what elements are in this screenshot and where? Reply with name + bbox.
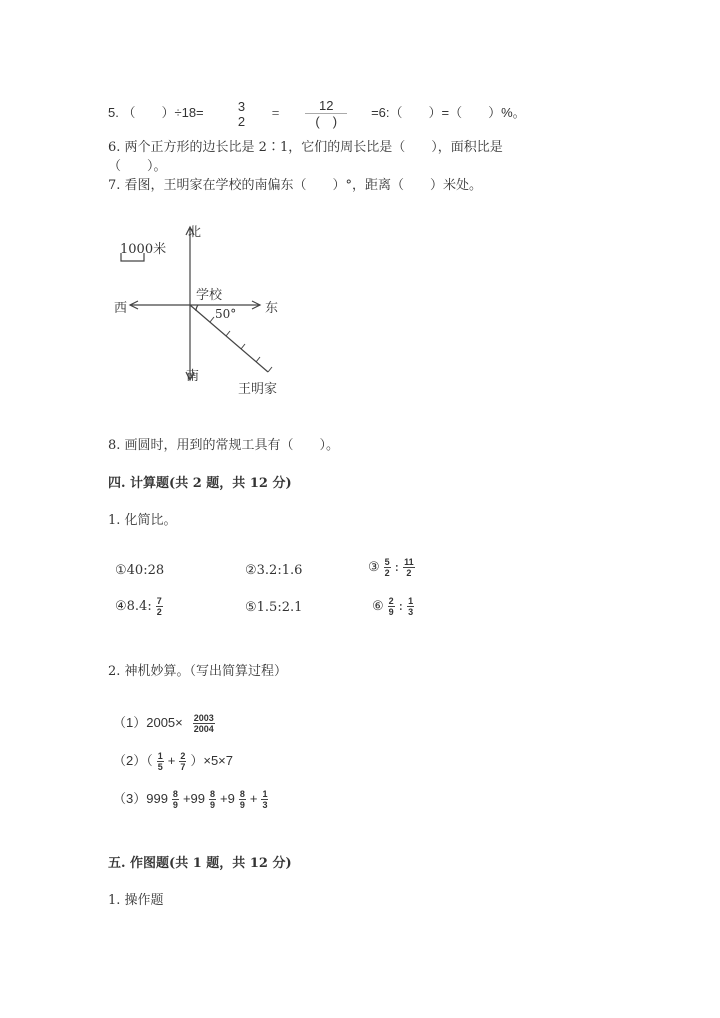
numerator: 1 [262,789,268,800]
fraction [384,557,391,578]
problem-tail: ）×5×7 [190,753,234,768]
ratio-item-2: ②3.2:1.6 [245,563,303,578]
numerator: 3 [237,98,246,114]
denominator: 9 [239,800,245,811]
colon: : [398,599,404,614]
fraction [407,596,414,617]
term: +99 [182,791,205,806]
school-label: 学校 [196,288,223,303]
fraction [305,98,347,129]
item-text: ④8.4: [115,599,152,614]
s5-q1-title: 1. 操作题 [108,893,164,908]
fraction [193,713,215,734]
numerator: 2 [180,751,186,762]
s4-q2-title: 2. 神机妙算。（写出简算过程） [108,664,288,679]
scale-label: 1000米 [120,242,167,257]
item-number: ③ [368,560,380,575]
fraction [403,557,415,578]
denominator: 9 [172,800,178,811]
denominator: 2 [156,607,162,617]
question-8: 8. 画圆时，用到的常规工具有（ ）。 [108,438,340,453]
numerator: 11 [404,557,414,567]
fraction [237,99,246,129]
west-label: 西 [114,301,128,316]
north-label: 北 [188,225,202,240]
q5-text-b: =6:（ ）=（ ）%。 [371,104,526,120]
fraction [239,789,246,810]
ratio-item-1: ①40:28 [115,563,165,578]
denominator: 2 [384,568,390,578]
question-7: 7. 看图，王明家在学校的南偏东（ ）°，距离（ ）米处。 [108,178,483,193]
denominator: ( ) [315,114,338,129]
east-label: 东 [265,301,279,316]
fraction [209,789,216,810]
problem-text: （1）2005× [113,715,183,730]
equals: = [271,104,280,120]
numerator: 7 [156,596,162,606]
numerator: 1 [408,596,414,606]
numerator: 2003 [193,713,214,724]
problem-3 [113,788,272,810]
question-5 [108,98,526,129]
plus: + [249,791,258,806]
fraction [388,596,395,617]
q5-text-a: 5. （ ）÷18= [108,104,204,120]
denominator: 2004 [193,724,214,735]
problem-text: （2）（ [113,753,153,768]
s4-q1-title: 1. 化简比。 [108,513,177,528]
denominator: 2 [237,113,246,129]
numerator: 12 [305,98,347,114]
ratio-item-5: ⑤1.5:2.1 [245,600,303,615]
plus: + [167,753,176,768]
denominator: 5 [157,762,163,773]
colon: : [394,560,400,575]
denominator: 9 [210,800,216,811]
ratio-item-3 [368,557,419,578]
section-5-heading: 五. 作图题(共 1 题，共 12 分) [108,856,292,871]
problem-2 [113,750,233,772]
question-6-line2: （ ）。 [108,159,167,174]
numerator: 8 [239,789,245,800]
fraction [156,596,163,617]
numerator: 2 [388,596,394,606]
item-number: ⑥ [372,599,384,614]
ratio-item-4 [115,596,167,617]
denominator: 3 [262,800,268,811]
numerator: 8 [172,789,178,800]
problem-1 [113,712,219,734]
numerator: 8 [210,789,216,800]
denominator: 2 [406,568,412,578]
direction-diagram [100,215,320,405]
ratio-item-6 [372,596,418,617]
question-6-line1: 6. 两个正方形的边长比是 2∶1，它们的周长比是（ ），面积比是 [108,140,503,155]
section-4-heading: 四. 计算题(共 2 题，共 12 分) [108,476,292,491]
denominator: 7 [180,762,186,773]
denominator: 9 [388,607,394,617]
south-label: 南 [186,369,200,384]
denominator: 3 [408,607,414,617]
fraction [157,751,164,772]
fraction [179,751,186,772]
numerator: 1 [157,751,163,762]
fraction [172,789,179,810]
term: +9 [220,791,235,806]
angle-label: 50° [215,307,237,321]
numerator: 5 [384,557,390,567]
fraction [261,789,268,810]
home-label: 王明家 [238,382,278,397]
problem-text: （3）999 [113,791,168,806]
